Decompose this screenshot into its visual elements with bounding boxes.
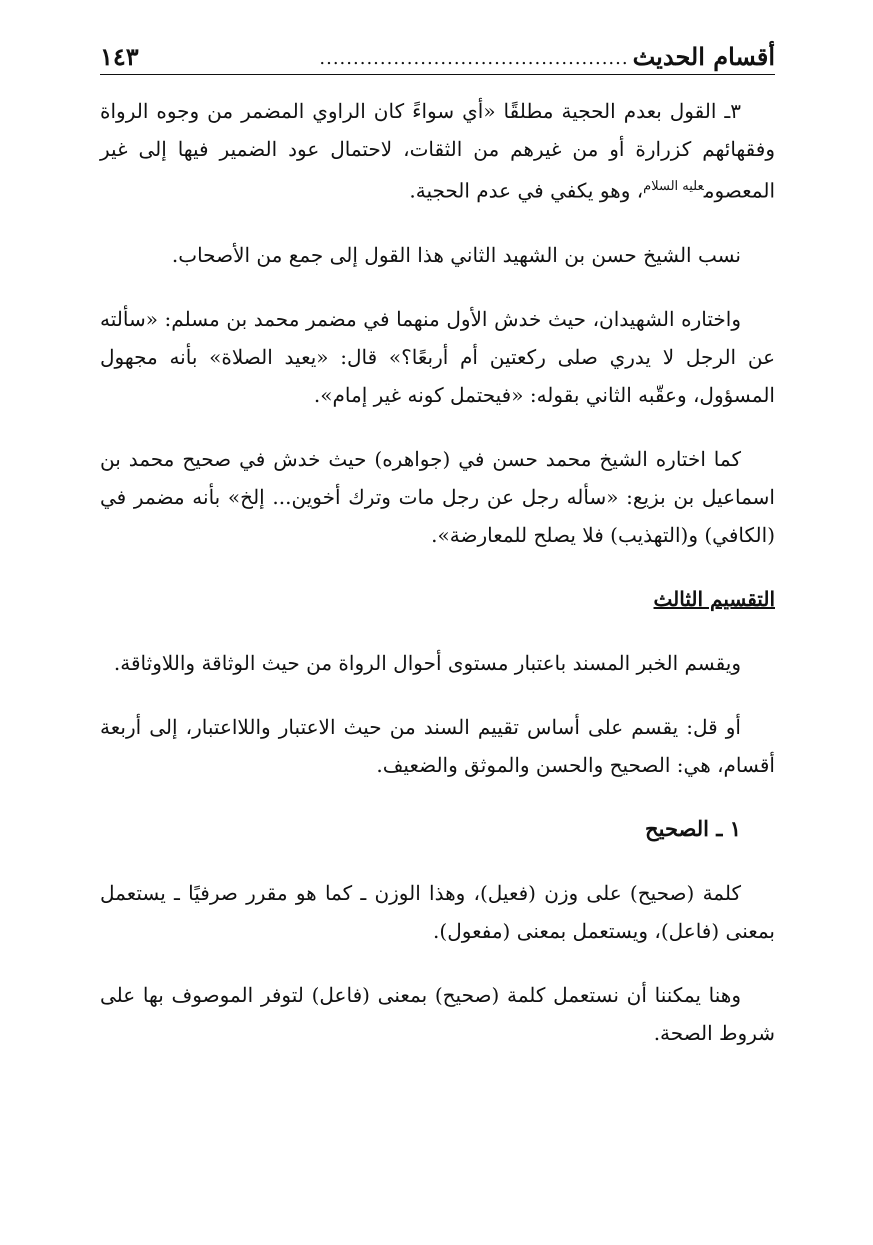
sub-heading: ١ ـ الصحيح [645, 815, 741, 841]
paragraph-5: ويقسم الخبر المسند باعتبار مستوى أحوال الرواة من حيث الوثاقة واللاوثاقة. [113, 650, 741, 675]
chapter-title: أقسام الحديث [632, 42, 775, 71]
paragraph-8: وهنا يمكننا أن نستعمل كلمة (صحيح) بمعنى (فاعل) لتوفر الموصوف بها على شروط الصحة. [100, 982, 775, 1045]
paragraph-4: كما اختاره الشيخ محمد حسن في (جواهره) حيث خدش في صحيح محمد بن اسماعيل بن بزيع: «سأله رجل عن رجل مات وترك أخوين... إلخ» بأنه مضمر في (الكافي) و(التهذيب) فلا يصلح للمعارضة». [100, 446, 775, 547]
honorific-symbol: عليه السلام [643, 179, 704, 194]
paragraph-6: أو قل: يقسم على أساس تقييم السند من حيث الاعتبار واللااعتبار، إلى أربعة أقسام، هي: الصحيح والحسن والموثق والضعيف. [100, 714, 775, 777]
paragraph-1-end: ، وهو يكفي في عدم الحجية. [409, 178, 644, 203]
page-number: ١٤٣ [100, 42, 139, 71]
header-divider [100, 74, 775, 75]
paragraph-7: كلمة (صحيح) على وزن (فعيل)، وهذا الوزن ـ كما هو مقرر صرفيًا ـ يستعمل بمعنى (فاعل)، ويستعمل بمعنى (مفعول). [100, 880, 775, 943]
page-body [100, 92, 775, 1078]
paragraph-2: نسب الشيخ حسن بن الشهيد الثاني هذا القول إلى جمع من الأصحاب. [171, 242, 741, 267]
section-heading: التقسيم الثالث [653, 586, 775, 611]
paragraph-1 [100, 92, 775, 210]
running-header [100, 36, 775, 72]
paragraph-1-text: ٣ـ القول بعدم الحجية مطلقًا «أي سواءً كان الراوي المضمر من وجوه الرواة وفقهائهم كزرارة أو من غيرهم من الثقات، لاحتمال عود الضمير فيها إلى غير المعصوم [100, 99, 775, 203]
paragraph-3: واختاره الشهيدان، حيث خدش الأول منهما في مضمر محمد بن مسلم: «سألته عن الرجل لا يدري صلى ركعتين أم أربعًا؟» قال: «يعيد الصلاة» بأنه مجهول المسؤول، وعقّبه الثاني بقوله: «فيحتمل كونه غير إمام». [100, 306, 775, 407]
header-leader-dots: .............................................. [319, 48, 629, 69]
